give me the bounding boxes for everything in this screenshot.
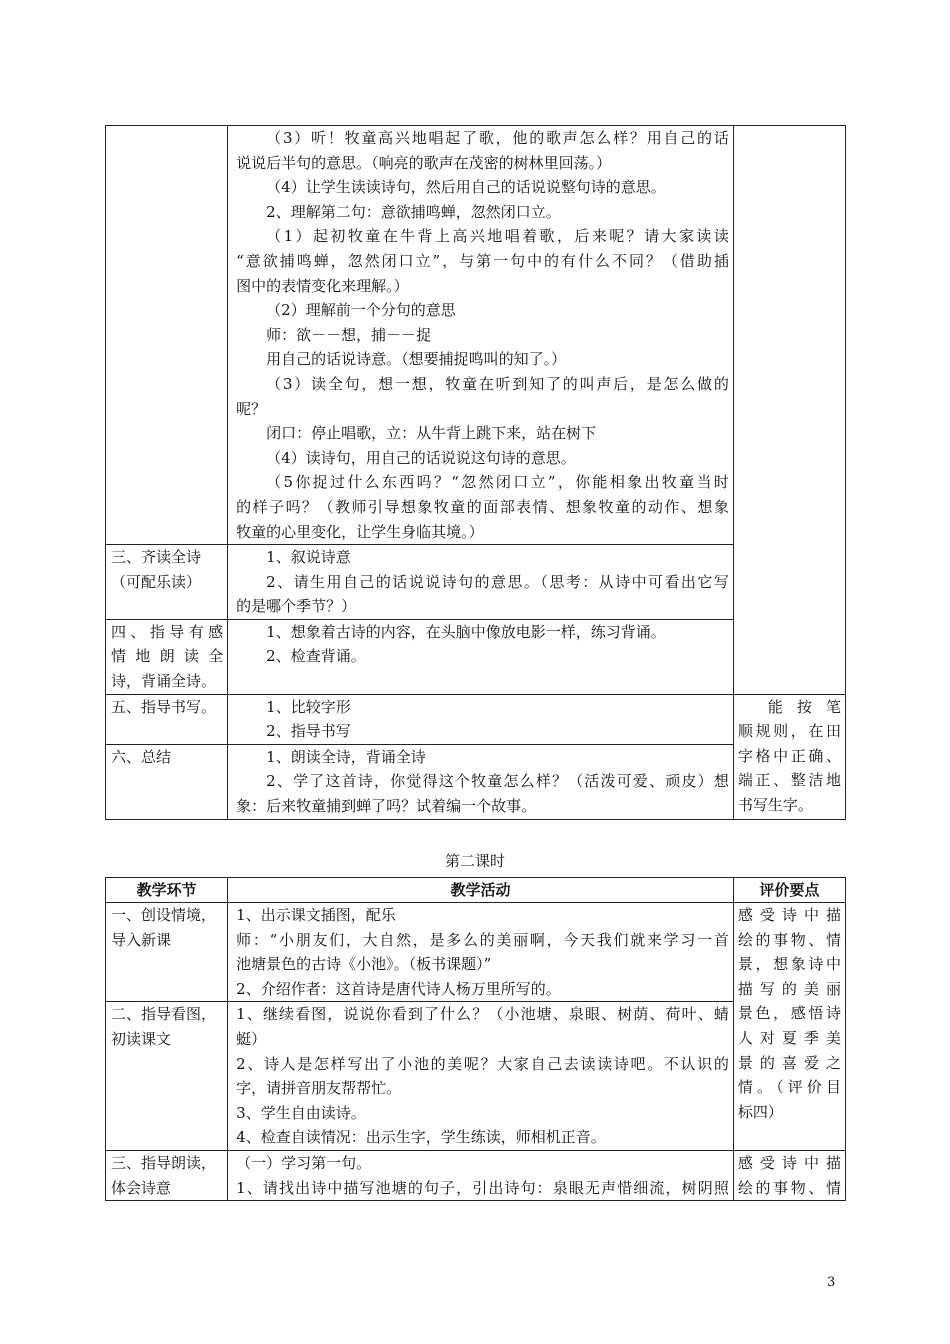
activity-line: 2、理解第二句：意欲捕鸣蝉，忽然闭口立。 [266, 202, 561, 221]
activity-cell [228, 694, 734, 744]
evaluation-cell [733, 903, 845, 1151]
stage-cell [106, 545, 228, 620]
stage-cell [106, 744, 228, 819]
evaluation-cell [733, 694, 845, 819]
activity-line: 1、叙说诗意 [266, 548, 351, 567]
activity-line: 用自己的话说诗意。（想要捕捉鸣叫的知了。） [266, 350, 567, 369]
activity-line: 2、请生用自己的话说说诗句的意思。（思考：从诗中可看出它写 [266, 572, 729, 591]
activity-line: （一）学习第一句。 [236, 1153, 372, 1172]
header-evaluation: 评价要点 [733, 878, 845, 903]
stage-line: 四、指导有感 [111, 622, 224, 641]
evaluation-line: 情。（评价目 [737, 1078, 841, 1097]
stage-line: 初读课文 [111, 1029, 172, 1048]
evaluation-line: 景的喜爱之 [737, 1053, 841, 1072]
stage-line: 体会诗意 [111, 1178, 172, 1197]
stage-cell [106, 619, 228, 694]
activity-cell [228, 744, 734, 819]
stage-cell [106, 1150, 228, 1200]
activity-line: “意欲捕鸣蝉，忽然闭口立”，与第一句中的有什么不同？（借助插 [236, 251, 729, 270]
table-row [106, 903, 846, 1002]
activity-line: 2、介绍作者：这首诗是唐代诗人杨万里所写的。 [236, 979, 561, 998]
stage-cell [106, 126, 228, 545]
evaluation-line: 字格中正确、 [737, 746, 841, 765]
evaluation-line: 人对夏季美 [737, 1028, 841, 1047]
evaluation-line: 绘的事物、情 [737, 1178, 841, 1197]
evaluation-line: 顺规则，在田 [737, 722, 841, 741]
evaluation-line: 感受诗中描 [737, 1153, 841, 1172]
evaluation-cell [733, 1150, 845, 1200]
stage-line: 六、总结 [111, 747, 172, 766]
activity-line: 1、继续看图，说说你看到了什么？（小池塘、泉眼、树荫、荷叶、蜻 [236, 1005, 729, 1024]
activity-line: （1）起初牧童在牛背上高兴地唱着歌，后来呢？请大家读读 [266, 227, 729, 246]
stage-cell [106, 1002, 228, 1151]
activity-line: 1、比较字形 [266, 697, 351, 716]
activity-line: 闭口：停止唱歌，立：从牛背上跳下来，站在树下 [266, 424, 597, 443]
activity-cell [228, 903, 734, 1002]
activity-line: 3、学生自由读诗。 [236, 1103, 366, 1122]
activity-cell [228, 1150, 734, 1200]
stage-line: 三、指导朗读， [111, 1153, 217, 1172]
activity-line: 1、朗读全诗，背诵全诗 [266, 747, 426, 766]
activity-cell [228, 126, 734, 545]
activity-line: 象：后来牧童捕到蝉了吗？试着编一个故事。 [236, 797, 537, 816]
stage-line: （可配乐读） [111, 572, 202, 591]
activity-line: 1、请找出诗中描写池塘的句子，引出诗句：泉眼无声惜细流，树阴照 [236, 1178, 729, 1197]
evaluation-line: 书写生字。 [737, 796, 813, 815]
activity-line: 的样子吗？（教师引导想象牧童的面部表情、想象牧童的动作、想象 [236, 497, 729, 516]
activity-line: （5你捉过什么东西吗？“忽然闭口立”，你能相象出牧童当时 [266, 473, 729, 492]
activity-line: 2、学了这首诗，你觉得这个牧童怎么样？（活泼可爱、顽皮）想 [266, 772, 729, 791]
activity-line: （3）听！牧童高兴地唱起了歌，他的歌声怎么样？用自己的话 [266, 129, 729, 147]
stage-line: 二、指导看图， [111, 1005, 217, 1024]
activity-line: 字，请拼音朋友帮帮忙。 [236, 1079, 402, 1098]
lesson-table-part2-body [106, 903, 846, 1201]
evaluation-line: 景，想象诗中 [737, 955, 841, 974]
activity-cell [228, 545, 734, 620]
activity-line: 呢？ [236, 399, 267, 418]
activity-line: 师：欲－－想，捕－－捉 [266, 325, 432, 344]
activity-line: 1、想象着古诗的内容，在头脑中像放电影一样，练习背诵。 [266, 622, 666, 641]
evaluation-cell-empty [733, 126, 845, 695]
stage-line: 情地朗读全 [111, 647, 224, 666]
activity-line: 蜓） [236, 1029, 267, 1048]
evaluation-line: 绘的事物、情 [737, 930, 841, 949]
stage-cell [106, 694, 228, 744]
evaluation-line: 描写的美丽 [737, 979, 841, 998]
activity-line: （2）理解前一个分句的意思 [266, 301, 456, 320]
evaluation-line: 标四） [737, 1102, 783, 1121]
lesson-table-part2 [105, 877, 846, 1201]
evaluation-line: 能按笔 [767, 697, 841, 716]
activity-line: 2、诗人是怎样写出了小池的美呢？大家自己去读读诗吧。不认识的 [236, 1054, 729, 1073]
activity-line: 说说后半句的意思。（响亮的歌声在茂密的树林里回荡。） [236, 153, 612, 172]
evaluation-line: 端正、整洁地 [737, 771, 841, 790]
stage-line: 三、齐读全诗 [111, 548, 202, 567]
evaluation-line: 景色，感悟诗 [737, 1004, 841, 1023]
activity-cell [228, 1002, 734, 1151]
page-number: 3 [827, 1275, 836, 1290]
stage-line: 一、创设情境， [111, 906, 217, 924]
stage-line: 诗，背诵全诗。 [111, 672, 217, 691]
activity-line: 1、出示课文插图，配乐 [236, 906, 396, 924]
activity-line: （4）让学生读读诗句，然后用自己的话说说整句诗的意思。 [266, 178, 666, 197]
activity-line: 师：“小朋友们，大自然，是多么的美丽啊，今天我们就来学习一首 [236, 930, 729, 949]
evaluation-line: 感受诗中描 [737, 906, 841, 924]
section-title: 第二课时 [444, 852, 505, 870]
lesson-table-part1-body [106, 126, 846, 820]
header-activity: 教学活动 [228, 878, 734, 903]
table-row [106, 694, 846, 744]
activity-line: 的是哪个季节？） [236, 597, 357, 616]
stage-cell [106, 903, 228, 1002]
header-stage: 教学环节 [106, 878, 228, 903]
activity-line: （3）读全句，想一想，牧童在听到知了的叫声后，是怎么做的 [266, 374, 729, 393]
activity-line: （4）读诗句，用自己的话说说这句诗的意思。 [266, 448, 576, 467]
activity-line: 2、指导书写 [266, 722, 351, 741]
activity-cell [228, 619, 734, 694]
activity-line: 2、检查背诵。 [266, 647, 366, 666]
table-row [106, 1150, 846, 1200]
table-header-row [106, 878, 846, 903]
lesson-table-part1 [105, 125, 846, 820]
activity-line: 池塘景色的古诗《小池》。（板书课题）” [236, 955, 492, 974]
activity-line: 4、检查自读情况：出示生字，学生练读，师相机正音。 [236, 1128, 606, 1147]
stage-line: 导入新课 [111, 930, 172, 949]
activity-line: 牧童的心里变化，让学生身临其境。） [236, 522, 484, 541]
table-row [106, 126, 846, 545]
activity-line: 图中的表情变化来理解。） [236, 276, 409, 295]
stage-line: 五、指导书写。 [111, 697, 217, 716]
